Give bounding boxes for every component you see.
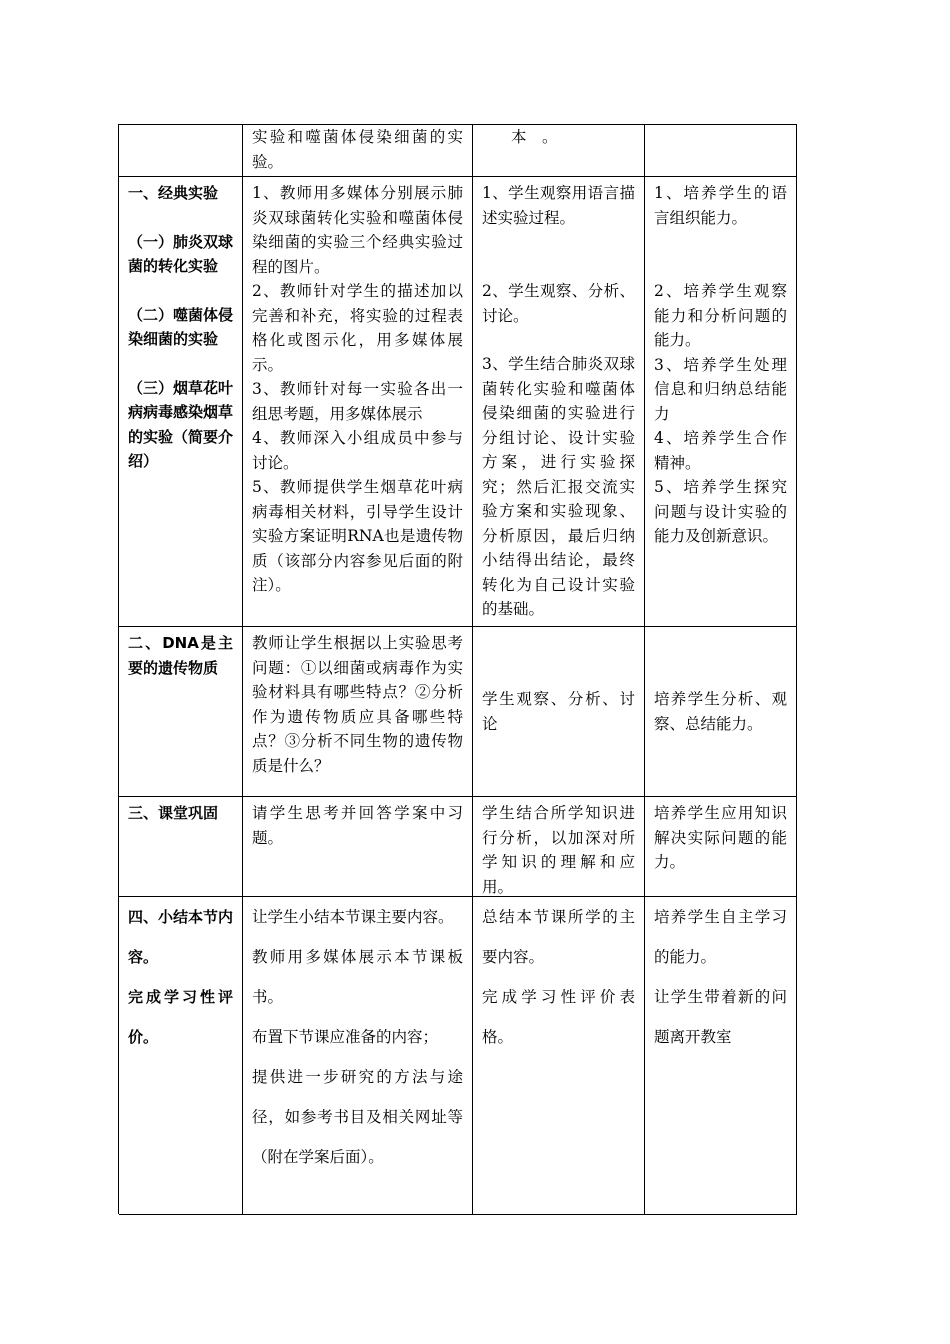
row3-stage-cell [119,797,243,897]
row3-teacher-cell [243,797,473,897]
goal-item: 1、培养学生的语言组织能力。 [654,184,787,227]
teacher-step: 5、教师提供学生烟草花叶病病毒相关材料，引导学生设计实验方案证明RNA也是遗传物质（该部分内容参见后面的附注）。 [252,478,463,594]
goal-text: 培养学生分析、观察、总结能力。 [654,690,787,733]
student-text: 学生观察、分析、讨论 [482,690,635,733]
row2-goal-cell [645,627,797,797]
row3-goal-cell [645,797,797,897]
goal-text: 培养学生应用知识解决实际问题的能力。 [654,804,787,871]
lesson-plan-table [118,124,797,1214]
student-step: 2、学生观察、分析、讨论。 [482,282,635,325]
student-step: 3、学生结合肺炎双球菌转化实验和噬菌体侵染细菌的实验进行分组讨论、设计实验方案，进行实验探究；然后汇报交流实验方案和实验现象、分析原因，最后归纳小结得出结论，最终转化为自己设计实验的基础。 [482,355,635,618]
teacher-text: 让学生小结本节课主要内容。 [252,908,454,926]
teacher-step: 3、教师针对每一实验各出一组思考题，用多媒体展示 [252,380,463,423]
stage-heading: 三、课堂巩固 [128,804,219,822]
row2-stage-cell [119,627,243,797]
student-step: 1、学生观察用语言描述实验过程。 [482,184,635,227]
row1-teacher-cell [243,177,473,627]
goal-item: 4、培养学生合作精神。 [654,429,787,472]
teacher-step: 4、教师深入小组成员中参与讨论。 [252,429,463,472]
stage-subheading: （一）肺炎双球菌的转化实验 [128,232,234,275]
goal-text: 培养学生自主学习的能力。 [654,908,787,966]
teacher-text: 实验和噬菌体侵染细菌的实验。 [252,128,463,171]
stage-heading: 二、DNA是主要的遗传物质 [128,634,233,677]
row1-stage-cell [119,177,243,627]
student-text: 学生结合所学知识进行分析，以加深对所学知识的理解和应用。 [482,804,635,896]
stage-heading: 完成学习性评价。 [128,988,233,1046]
row3-student-cell [473,797,645,897]
row1-goal-cell [645,177,797,627]
teacher-text: 布置下节课应准备的内容； [252,1028,439,1046]
teacher-step: 1、教师用多媒体分别展示肺炎双球菌转化实验和噬菌体侵染细菌的实验三个经典实验过程的图片。 [252,184,463,276]
stage-heading: 四、小结本节内容。 [128,908,234,966]
teacher-text: 提供进一步研究的方法与途径，如参考书目及相关网址等（附在学案后面）。 [252,1068,463,1166]
student-text: 本 。 [511,128,558,146]
row4-student-cell [473,897,645,1215]
row0-teacher-cell [243,125,473,177]
teacher-step: 2、教师针对学生的描述加以完善和补充，将实验的过程表格化或图示化，用多媒体展示。 [252,282,463,374]
goal-item: 5、培养学生探究问题与设计实验的能力及创新意识。 [654,478,787,545]
row0-goal-cell [645,125,797,177]
teacher-text: 教师用多媒体展示本节课板书。 [252,948,463,1006]
teacher-text: 教师让学生根据以上实验思考问题：①以细菌或病毒作为实验材料具有哪些特点？②分析作为遗传物质应具备哪些特点？③分析不同生物的遗传物质是什么？ [252,634,463,775]
student-text: 完成学习性评价表格。 [482,988,635,1046]
goal-text: 让学生带着新的问题离开教室 [654,988,787,1046]
row0-student-cell [473,125,645,177]
row4-stage-cell [119,897,243,1215]
row2-teacher-cell [243,627,473,797]
stage-heading: 一、经典实验 [128,184,219,202]
row4-goal-cell [645,897,797,1215]
row4-teacher-cell [243,897,473,1215]
goal-item: 2、培养学生观察能力和分析问题的能力。 [654,282,787,349]
stage-subheading: （二）噬菌体侵染细菌的实验 [128,305,234,348]
teacher-text: 请学生思考并回答学案中习题。 [252,804,463,847]
row2-student-cell [473,627,645,797]
goal-item: 3、培养学生处理信息和归纳总结能力 [654,355,787,423]
row0-stage-cell [119,125,243,177]
stage-subheading: （三）烟草花叶病病毒感染烟草的实验（简要介绍） [128,378,234,470]
student-text: 总结本节课所学的主要内容。 [482,908,635,966]
row1-student-cell [473,177,645,627]
